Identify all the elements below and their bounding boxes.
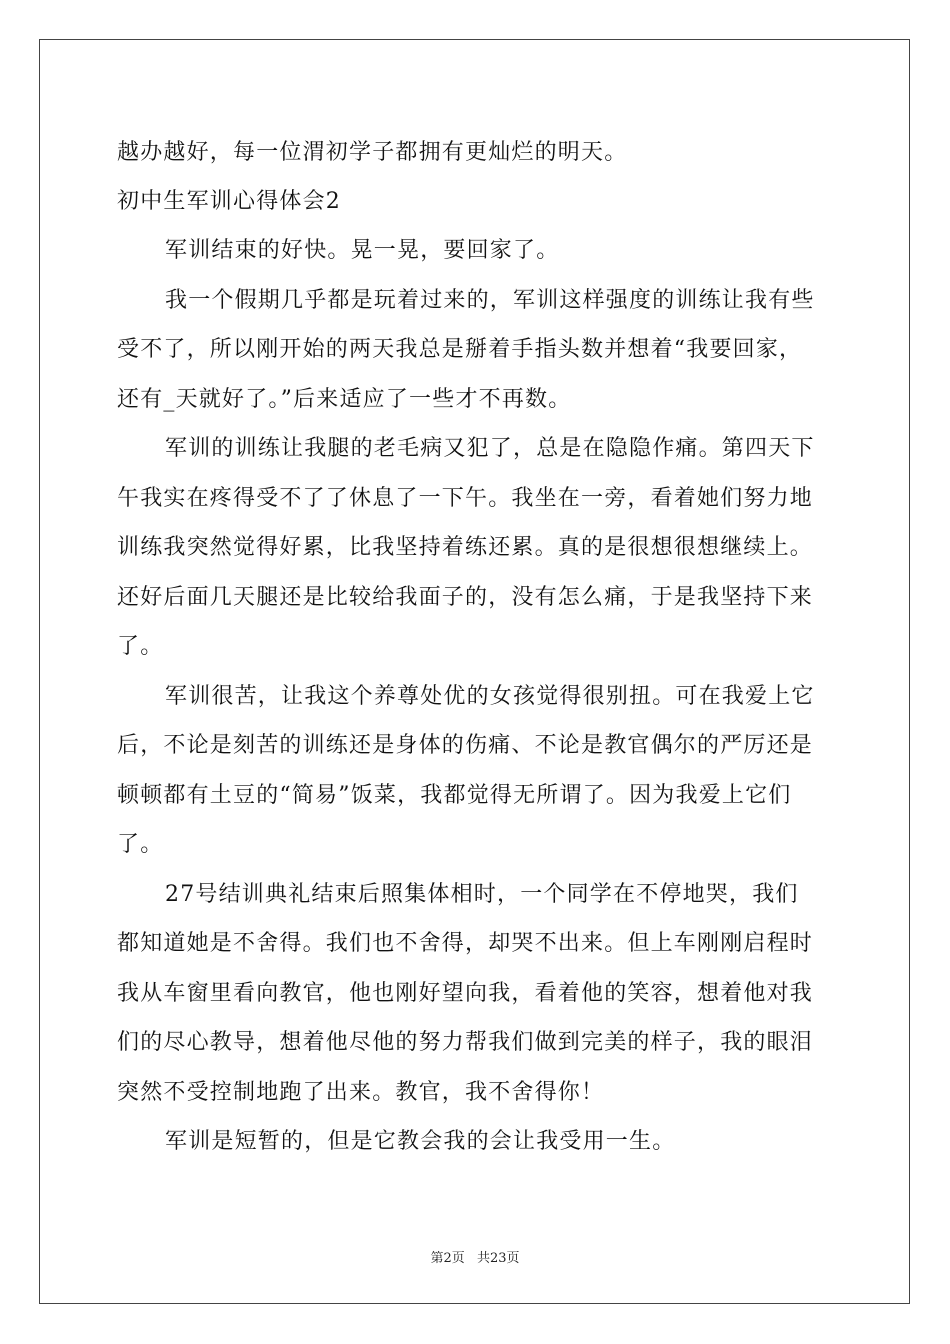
- paragraph-2: [117, 276, 837, 425]
- paragraph-line: 都知道她是不舍得。我们也不舍得，却哭不出来。但上车刚刚启程时: [117, 931, 814, 956]
- paragraph-line: 我从车窗里看向教官，他也刚好望向我，看着他的笑容，想着他对我: [117, 980, 814, 1006]
- paragraph-line: 军训很苦，让我这个养尊处优的女孩觉得很别扭。可在我爱上它: [165, 683, 815, 709]
- paragraph-1: [117, 226, 837, 276]
- paragraph-4: [117, 672, 837, 870]
- page-footer: [0, 1247, 950, 1266]
- continuation-line: 越办越好，每一位渭初学子都拥有更灿烂的明天。: [117, 140, 628, 165]
- paragraph-line: 了。: [117, 634, 164, 659]
- paragraph-line: 还好后面几天腿还是比较给我面子的，没有怎么痛，于是我坚持下来: [117, 584, 814, 610]
- paragraph-5: [117, 870, 837, 1118]
- paragraph-line: 军训结束的好快。晃一晃，要回家了。: [165, 238, 560, 263]
- paragraph-line: 顿顿都有土豆的“简易”饭菜，我都觉得无所谓了。因为我爱上它们: [117, 782, 792, 808]
- paragraph-line: 午我实在疼得受不了了休息了一下午。我坐在一旁，看着她们努力地: [117, 485, 814, 511]
- paragraph-line: 后，不论是刻苦的训练还是身体的伤痛、不论是教官偶尔的严厉还是: [117, 733, 814, 758]
- page-number: 第2页: [430, 1251, 465, 1266]
- paragraph-line: 突然不受控制地跑了出来。教官，我不舍得你！: [117, 1079, 605, 1105]
- paragraph-line: 军训是短暂的，但是它教会我的会让我受用一生。: [165, 1129, 676, 1154]
- paragraph-line: 训练我突然觉得好累，比我坚持着练还累。真的是很想很想继续上。: [117, 535, 814, 560]
- document-body: [117, 128, 837, 1167]
- paragraph-line: 还有_天就好了。”后来适应了一些才不再数。: [117, 386, 572, 412]
- paragraph-6: [117, 1117, 837, 1167]
- paragraph-3: [117, 424, 837, 672]
- paragraph-line: 了。: [117, 832, 164, 857]
- paragraph-line: 27号结训典礼结束后照集体相时，一个同学在不停地哭，我们: [165, 881, 799, 907]
- paragraph-line: 们的尽心教导，想着他尽他的努力帮我们做到完美的样子，我的眼泪: [117, 1030, 814, 1055]
- paragraph-line: 军训的训练让我腿的老毛病又犯了，总是在隐隐作痛。第四天下: [165, 436, 815, 461]
- paragraph-line: 我一个假期几乎都是玩着过来的，军训这样强度的训练让我有些: [165, 287, 815, 313]
- page-total: 共23页: [476, 1251, 520, 1266]
- paragraph-line: 受不了，所以刚开始的两天我总是掰着手指头数并想着“我要回家，: [117, 337, 803, 362]
- section-heading: 初中生军训心得体会2: [117, 189, 341, 214]
